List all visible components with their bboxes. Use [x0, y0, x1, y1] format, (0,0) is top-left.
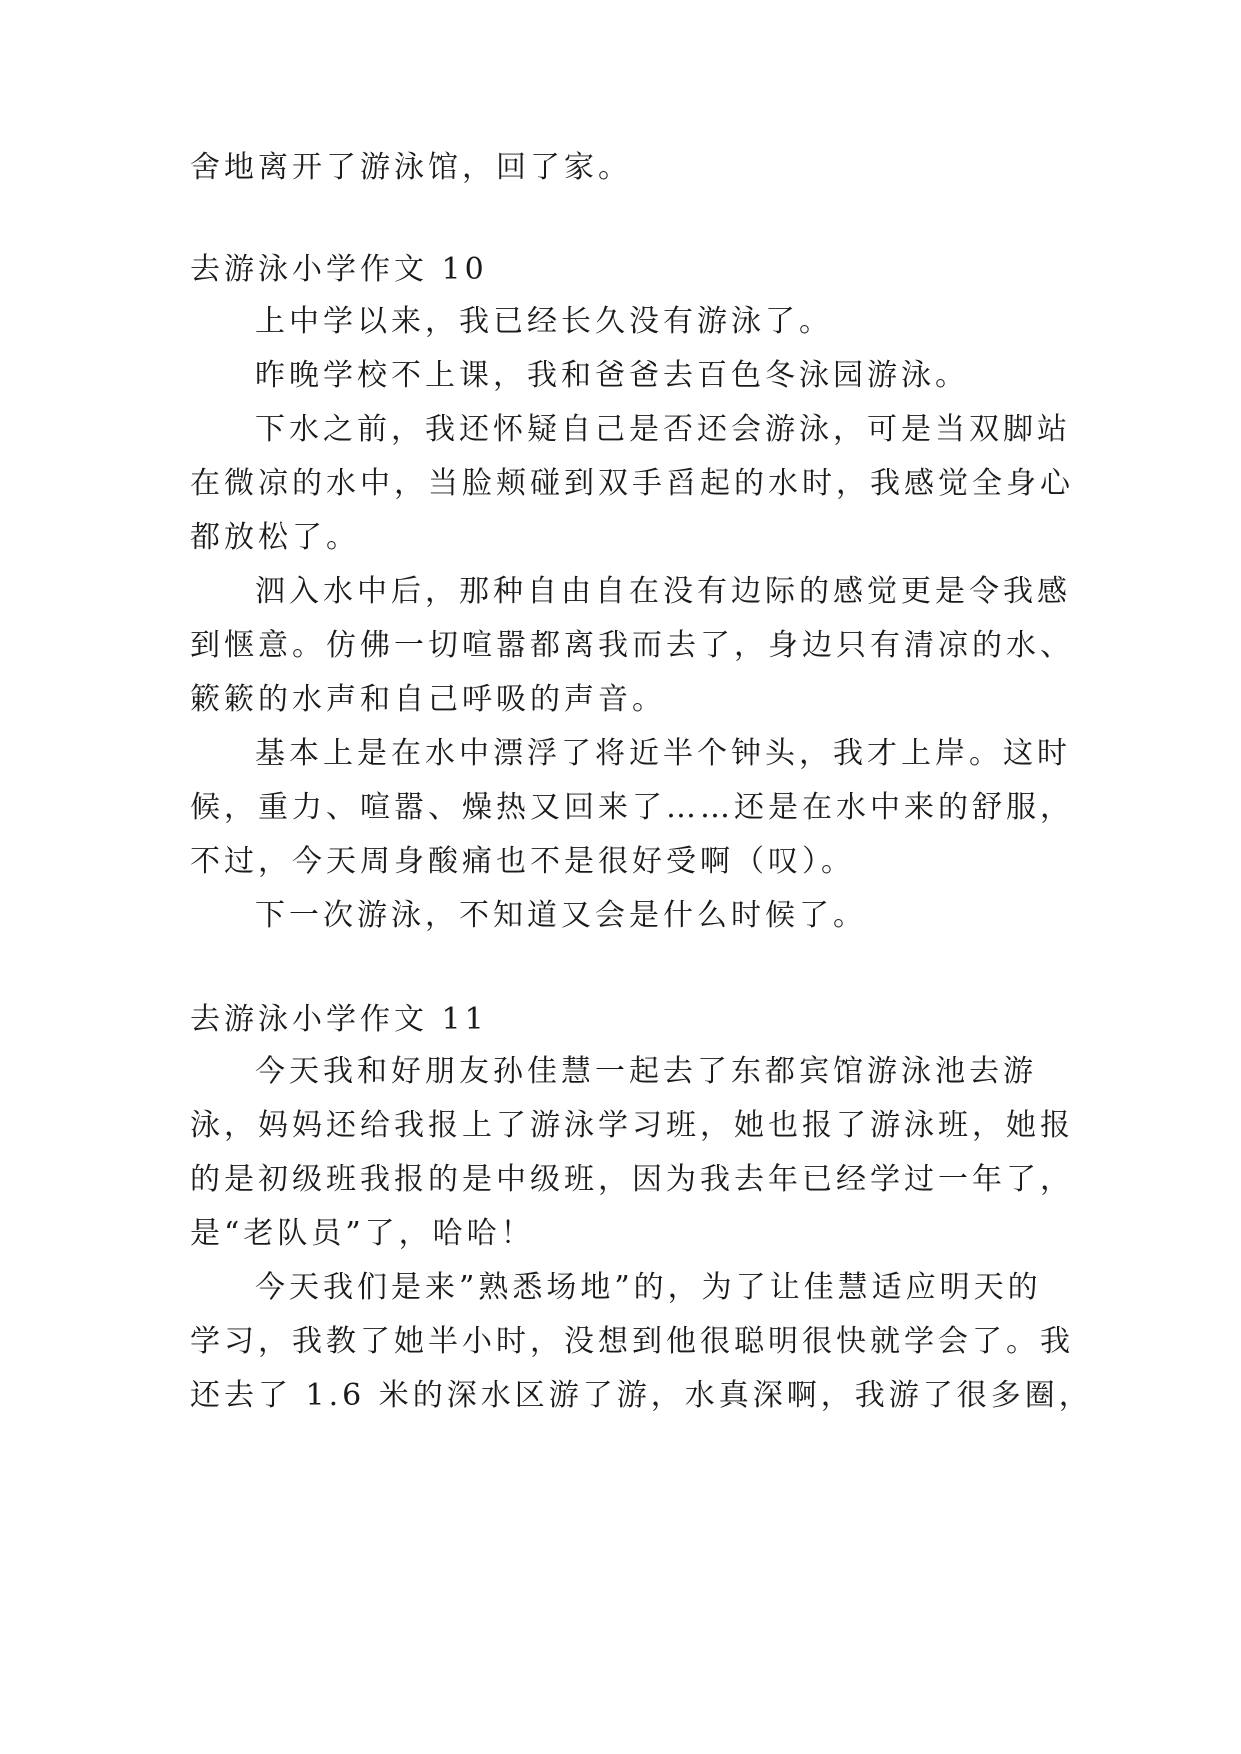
paragraph-line: 簌簌的水声和自己呼吸的声音。	[190, 682, 666, 717]
paragraph-line: 的是初级班我报的是中级班，因为我去年已经学过一年了，	[190, 1162, 1074, 1197]
paragraph-line: 还去了 1.6 米的深水区游了游，水真深啊，我游了很多圈，	[190, 1378, 1093, 1413]
paragraph-line: 到惬意。仿佛一切喧嚣都离我而去了，身边只有清凉的水、	[190, 628, 1074, 663]
paragraph-line: 舍地离开了游泳馆，回了家。	[190, 150, 632, 185]
paragraph-line: 是“老队员”了，哈哈！	[190, 1216, 535, 1251]
paragraph-line: 候，重力、喧嚣、燥热又回来了……还是在水中来的舒服，	[190, 790, 1074, 825]
paragraph-line: 上中学以来，我已经长久没有游泳了。	[255, 304, 833, 339]
paragraph-line: 不过，今天周身酸痛也不是很好受啊（叹）。	[190, 844, 855, 879]
paragraph-line: 基本上是在水中漂浮了将近半个钟头，我才上岸。这时	[255, 736, 1071, 771]
paragraph-line: 泗入水中后，那种自由自在没有边际的感觉更是令我感	[255, 574, 1071, 609]
paragraph-line: 学习，我教了她半小时，没想到他很聪明很快就学会了。我	[190, 1324, 1074, 1359]
paragraph-line: 下水之前，我还怀疑自己是否还会游泳，可是当双脚站	[255, 412, 1071, 447]
paragraph-line: 今天我们是来”熟悉场地”的，为了让佳慧适应明天的	[255, 1270, 1042, 1305]
paragraph-line: 下一次游泳，不知道又会是什么时候了。	[255, 898, 867, 933]
paragraph-line: 今天我和好朋友孙佳慧一起去了东都宾馆游泳池去游	[255, 1054, 1037, 1089]
paragraph-line: 都放松了。	[190, 520, 360, 555]
section-title: 去游泳小学作文 11	[190, 1002, 488, 1037]
section-title: 去游泳小学作文 10	[190, 252, 488, 287]
paragraph-line: 昨晚学校不上课，我和爸爸去百色冬泳园游泳。	[255, 358, 969, 393]
paragraph-line: 在微凉的水中，当脸颊碰到双手舀起的水时，我感觉全身心	[190, 466, 1074, 501]
paragraph-line: 泳，妈妈还给我报上了游泳学习班，她也报了游泳班，她报	[190, 1108, 1074, 1143]
